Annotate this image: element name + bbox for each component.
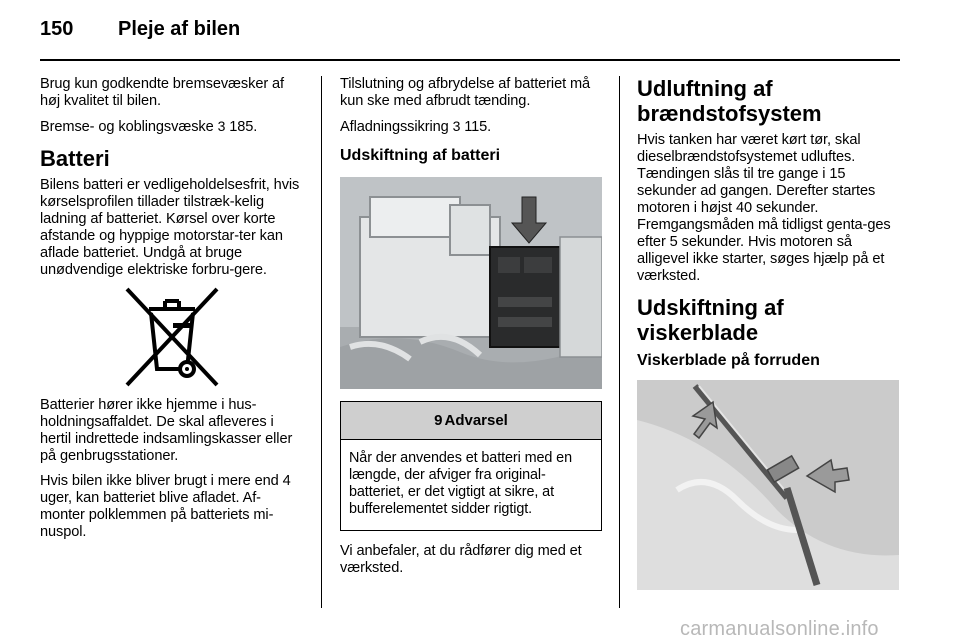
- watermark: carmanualsonline.info: [680, 618, 879, 640]
- battery-engine-bay-photo: [340, 177, 602, 389]
- header-rule: [40, 59, 900, 61]
- cross-ref-arrow-icon[interactable]: 3: [452, 118, 461, 134]
- ref-page[interactable]: 115.: [460, 119, 492, 135]
- ref-text: Bremse- og koblingsvæske: [40, 119, 218, 135]
- page-title: Pleje af bilen: [118, 18, 241, 40]
- subheading-windscreen-wiper: Viskerblade på forruden: [637, 352, 820, 369]
- wiper-blade-image-icon: [637, 380, 899, 590]
- section-heading-batteri: Batteri: [40, 146, 110, 171]
- cross-ref-arrow-icon[interactable]: 3: [217, 118, 226, 134]
- warning-box: [340, 401, 602, 531]
- warning-text: Når der anvendes et batteri med en længde, der afviger fra original-batteriet, er det vigtigt at sikre, at bufferelementet sidder rigtigt.: [349, 450, 572, 517]
- brake-fluid-ref-paragraph: [40, 118, 304, 136]
- ref-text: Afladningssikring: [340, 119, 453, 135]
- battery-paragraph: Bilens batteri er vedligeholdelsesfrit, hvis kørselsprofilen tillader tilstræk-kelig ladning af batteriet. Kørsel over korte afstande og hyppige motorstar-ter kan aflade batteriet. Undgå at bruge unødvendige elektriske forbru-gere.: [40, 177, 300, 278]
- discharge-ref-paragraph: [340, 118, 602, 136]
- warning-header: [341, 402, 601, 440]
- connect-paragraph: Tilslutning og afbrydelse af batteriet må kun ske med afbrudt tænding.: [340, 76, 591, 109]
- subheading-battery-replacement: Udskiftning af batteri: [340, 147, 501, 164]
- ref-page[interactable]: 185.: [225, 119, 258, 135]
- warning-title: Advarsel: [444, 412, 508, 429]
- page-header: [40, 18, 900, 58]
- column-1: [40, 76, 304, 549]
- page-number: 150: [40, 18, 74, 40]
- battery-engine-bay-image-icon: [340, 177, 602, 389]
- column-divider: [321, 76, 322, 608]
- column-3: [637, 76, 901, 590]
- disposal-paragraph: Batterier hører ikke hjemme i hus-holdningsaffaldet. De skal afleveres i hertil indrettede indsamlingskasser eller på genbrugsstationer.: [40, 397, 293, 464]
- brake-fluid-paragraph: Brug kun godkendte bremsevæsker af høj kvalitet til bilen.: [40, 76, 285, 109]
- storage-paragraph: Hvis bilen ikke bliver brugt i mere end 4 uger, kan batteriet blive afladet. Af-monter polklemmen på batteriets mi-nuspol.: [40, 473, 291, 540]
- warning-body: [341, 440, 601, 530]
- column-2: [340, 76, 602, 585]
- fuel-bleed-paragraph: Hvis tanken har været kørt tør, skal dieselbrændstofsystemet udluftes. Tændingen slås til tre gange i 15 sekunder ad gangen. Derefter startes motoren i højst 40 sekunder. Fremgangsmåden må tidligst genta-ges efter 5 sekunder. Hvis motoren så alligevel ikke starter, søges hjælp på et værksted.: [637, 132, 891, 284]
- crossed-out-wheelie-bin-icon: [117, 287, 227, 387]
- section-heading-wiper: Udskiftning af viskerblade: [637, 295, 784, 345]
- wiper-blade-illustration: [637, 380, 899, 590]
- section-heading-fuel-bleed: Udluftning af brændstofsystem: [637, 76, 822, 126]
- warning-triangle-icon: 9: [434, 412, 443, 429]
- column-divider: [619, 76, 620, 608]
- workshop-paragraph: Vi anbefaler, at du rådfører dig med et værksted.: [340, 543, 582, 576]
